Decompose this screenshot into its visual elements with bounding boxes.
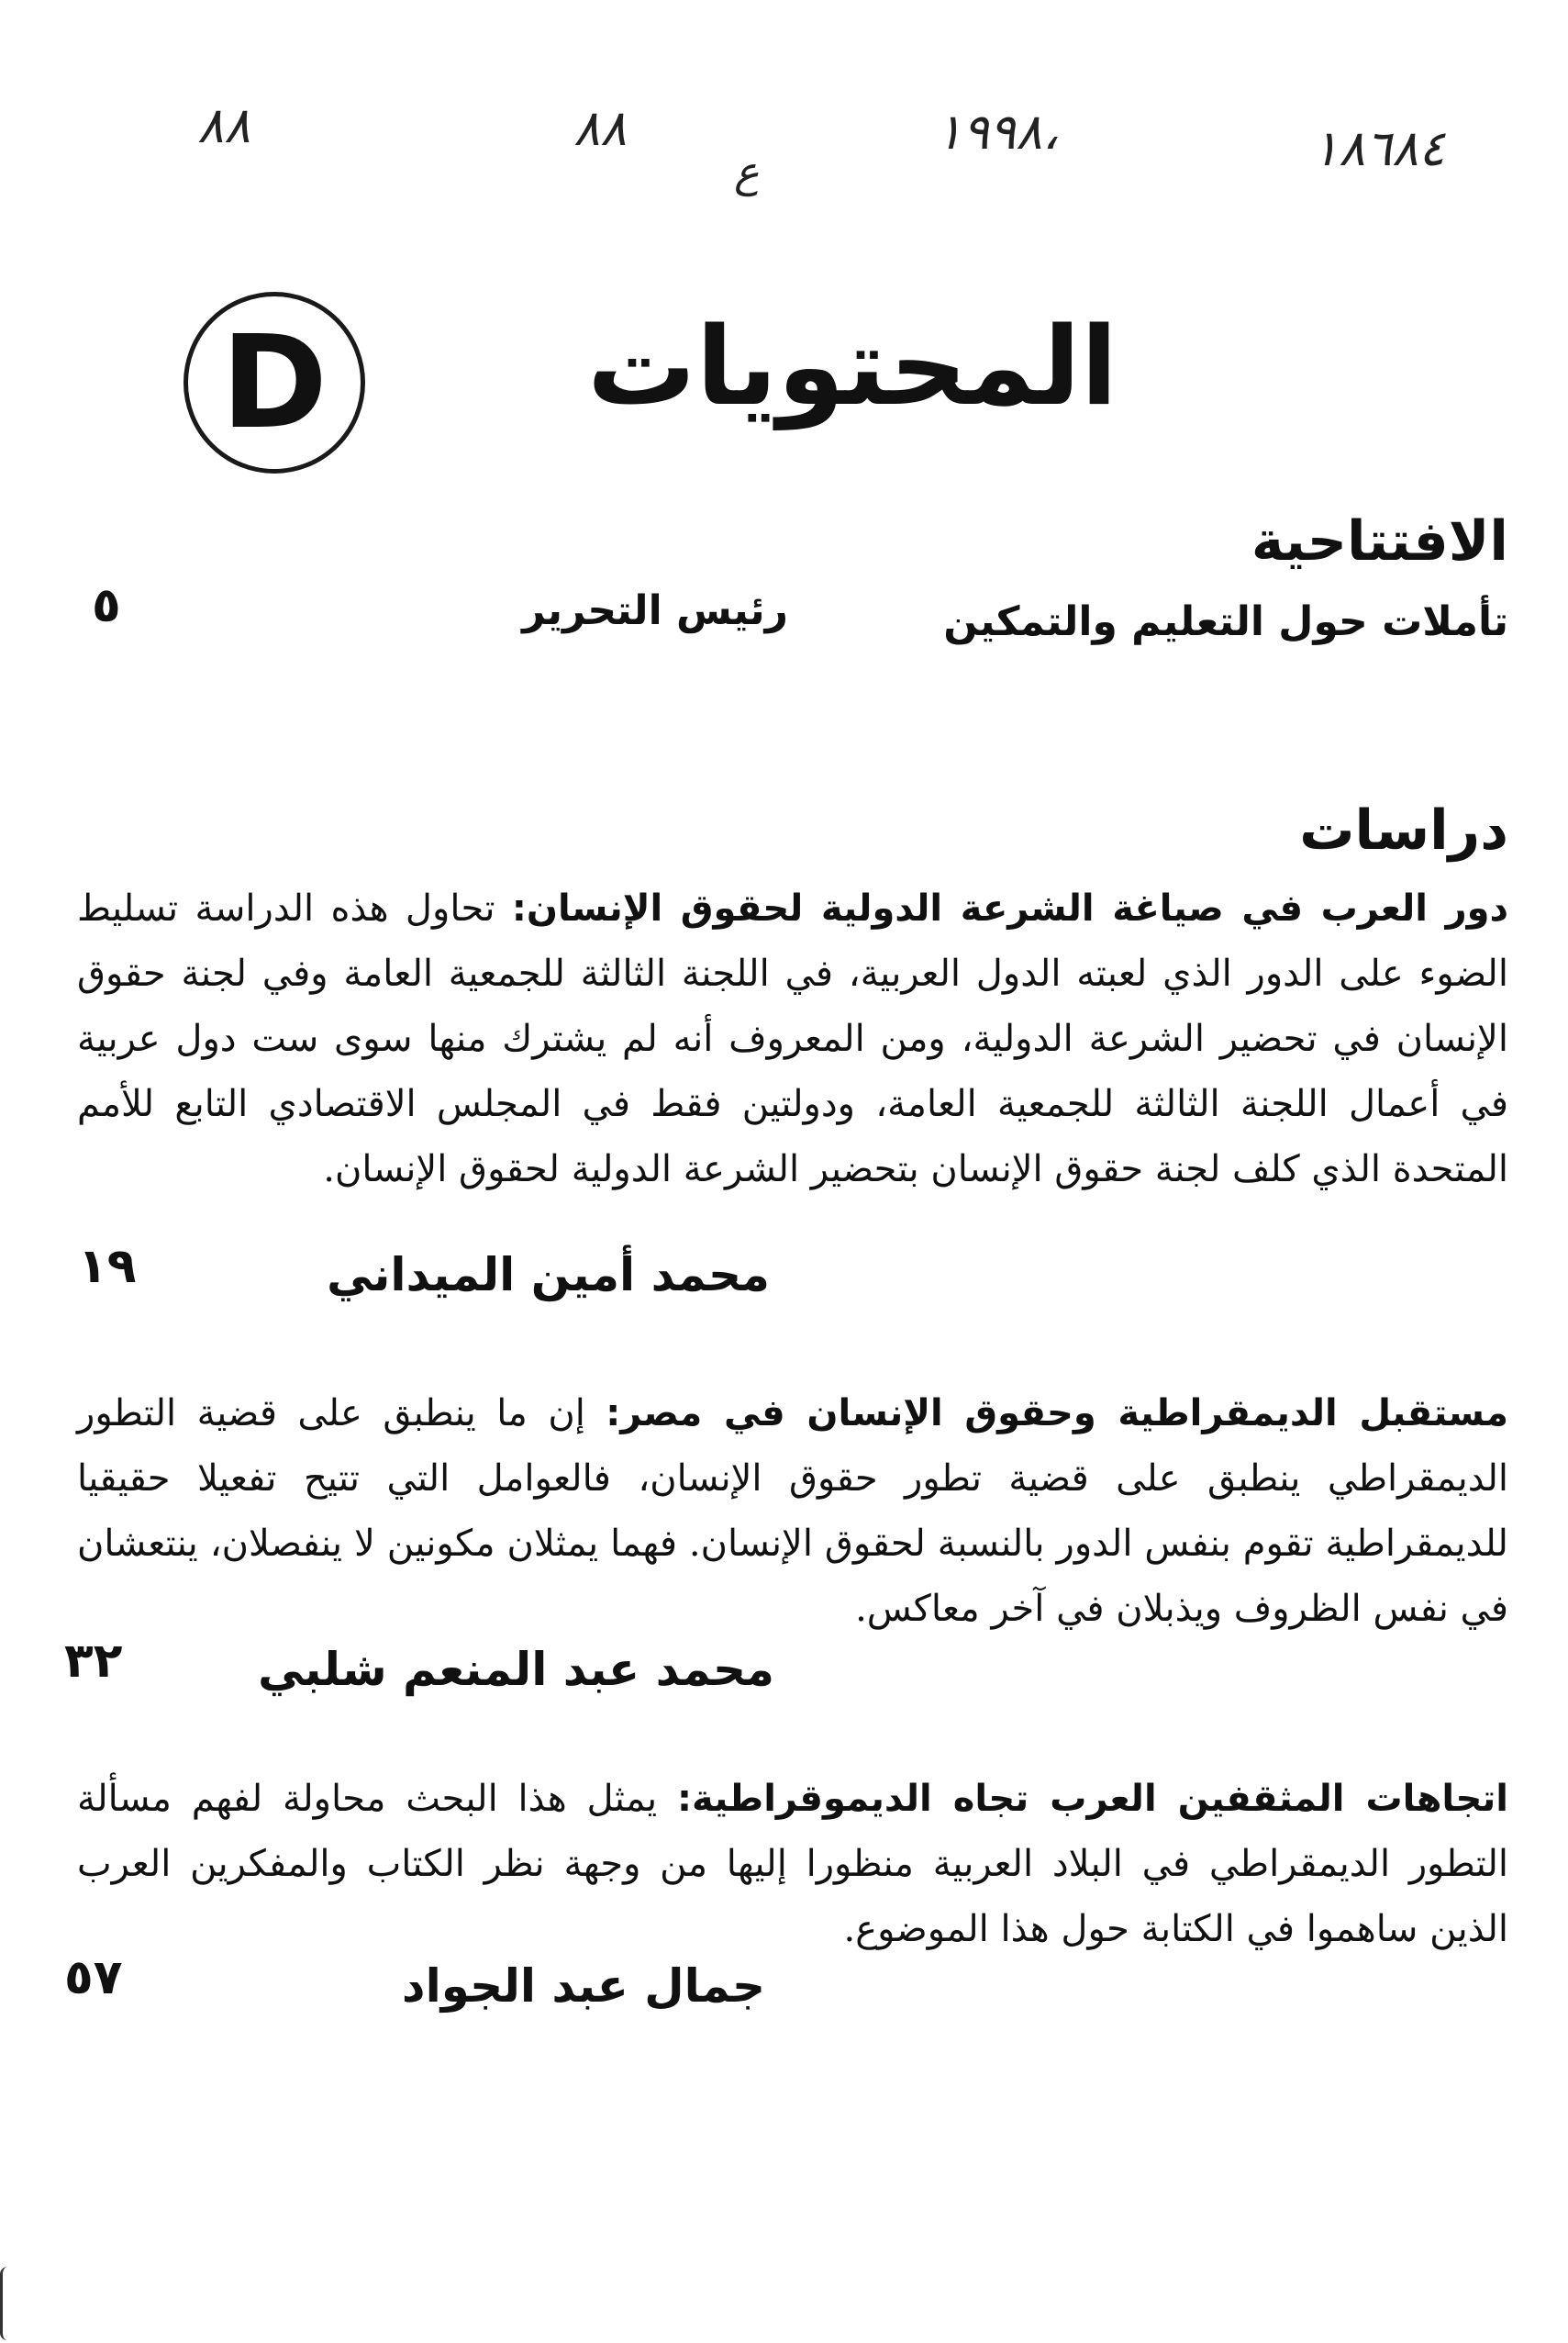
study-3-author: جمال عبد الجواد	[401, 1959, 765, 2013]
study-3-abstract	[77, 1767, 1508, 1962]
handwritten-mark-2: ٨٨	[573, 99, 628, 157]
page-title: المحتويات	[587, 303, 1118, 430]
stamp-letter: D	[220, 307, 328, 458]
study-3-text: يمثل هذا البحث محاولة لفهم مسألة التطور الديمقراطي في البلاد العربية منظورا إليها من وجهة نظر الكتاب والمفكرين العرب الذين ساهموا في الكتابة حول هذا الموضوع.	[77, 1778, 1508, 1950]
editorial-heading: الافتتاحية	[1251, 509, 1508, 574]
editorial-page-number: ٥	[92, 578, 121, 633]
handwritten-mark-1: ٨٨	[197, 96, 251, 154]
study-1-abstract	[77, 876, 1508, 1202]
study-3-page-number: ٥٧	[64, 1950, 123, 2005]
study-2-author: محمد عبد المنعم شلبي	[258, 1643, 774, 1696]
scan-edge-mark	[0, 2267, 12, 2340]
study-2-text: إن ما ينطبق على قضية التطور الديمقراطي ينطبق على قضية تطور حقوق الإنسان، فالعوامل التي تتيح تفعيلا حقيقيا للديمقراطية تقوم بنفس الدور بالنسبة لحقوق الإنسان. فهما يمثلان مكونين لا ينفصلان، ينتعشان في نفس الظروف ويذبلان في آخر معاكس.	[77, 1392, 1508, 1630]
study-2-page-number: ٣٢	[64, 1634, 123, 1689]
study-2-title: مستقبل الديمقراطية وحقوق الإنسان في مصر:	[606, 1392, 1508, 1434]
studies-heading: دراسات	[1299, 798, 1508, 863]
study-2-abstract	[77, 1381, 1508, 1642]
editorial-item-author: رئيس التحرير	[522, 587, 788, 634]
handwritten-mark-5: ١٨٦٨٤	[1312, 119, 1446, 177]
study-3-title: اتجاهات المثقفين العرب تجاه الديموقراطية:	[676, 1778, 1509, 1820]
study-1-author: محمد أمين الميداني	[327, 1248, 770, 1301]
circled-d-stamp	[183, 292, 365, 474]
handwritten-mark-3: ع	[734, 147, 760, 196]
editorial-item-title: تأملات حول التعليم والتمكين	[943, 598, 1508, 645]
study-1-page-number: ١٩	[78, 1239, 137, 1294]
study-1-text: تحاول هذه الدراسة تسليط الضوء على الدور الذي لعبته الدول العربية، في اللجنة الثالثة للجمعية العامة وفي لجنة حقوق الإنسان في تحضير الشرعة الدولية، ومن المعروف أنه لم يشترك منها سوى ست دول عربية في أعمال اللجنة الثالثة للجمعية العامة، ودولتين فقط في المجلس الاقتصادي التابع للأمم المتحدة الذي كلف لجنة حقوق الإنسان بتحضير الشرعة الدولية لحقوق الإنسان.	[77, 887, 1508, 1190]
handwritten-mark-4: ١٩٩٨،	[936, 103, 1059, 161]
study-1-title: دور العرب في صياغة الشرعة الدولية لحقوق الإنسان:	[511, 887, 1508, 930]
